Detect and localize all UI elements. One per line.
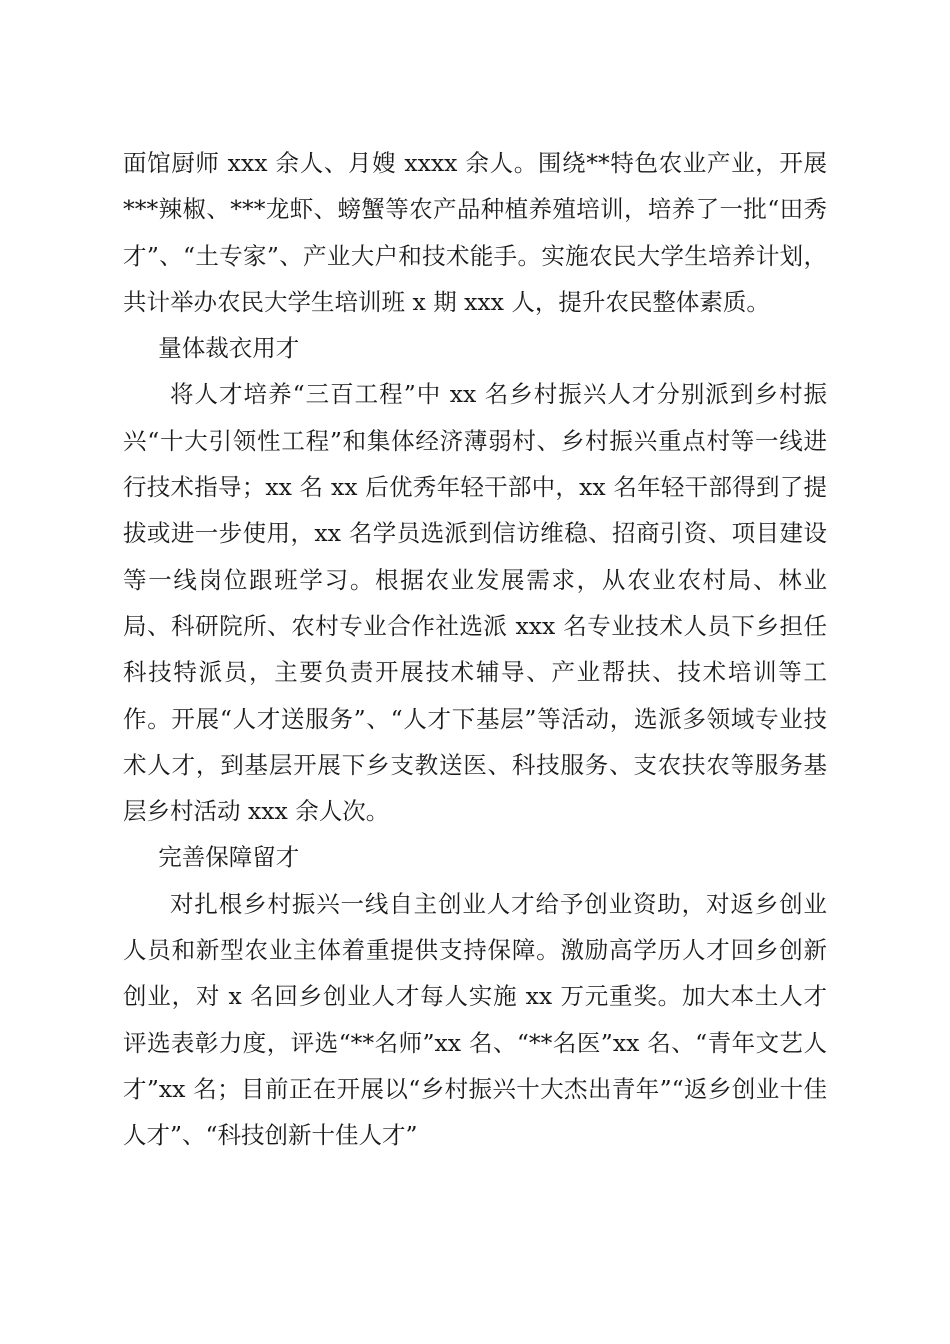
- paragraph-retain-talent: 对扎根乡村振兴一线自主创业人才给予创业资助，对返乡创业人员和新型农业主体着重提供支持保障。激励高学历人才回乡创新创业，对 x 名回乡创业人才每人实施 xx 万元重奖。加大本土人才评选表彰力度，评选“**名师”xx 名、“**名医”xx 名、“青年文艺人才”xx 名；目前正在开展以“乡村振兴十大杰出青年”“返乡创业十佳人才”、“科技创新十佳人才”: [123, 889, 827, 1150]
- paragraph-tailored-use: 将人才培养“三百工程”中 xx 名乡村振兴人才分别派到乡村振兴“十大引领性工程”和集体经济薄弱村、乡村振兴重点村等一线进行技术指导；xx 名 xx 后优秀年轻干部中，xx 名年轻干部得到了提拔或进一步使用，xx 名学员选派到信访维稳、招商引资、项目建设等一线岗位跟班学习。根据农业发展需求，从农业农村局、林业局、科研院所、农村专业合作社选派 xxx 名专业技术人员下乡担任科技特派员，主要负责开展技术辅导、产业帮扶、技术培训等工作。开展“人才送服务”、“人才下基层”等活动，选派多领域专业技术人才，到基层开展下乡支教送医、科技服务、支农扶农等服务基层乡村活动 xxx 余人次。: [123, 380, 827, 826]
- section-heading-retain-talent: 完善保障留才: [158, 843, 300, 872]
- document-body: [123, 140, 827, 1159]
- section-heading-tailored-use: 量体裁衣用才: [158, 334, 300, 363]
- paragraph-continuation: 面馆厨师 xxx 余人、月嫂 xxxx 余人。围绕**特色农业产业，开展***辣椒、***龙虾、螃蟹等农产品种植养殖培训，培养了一批“田秀才”、“土专家”、产业大户和技术能手。实施农民大学生培养计划，共计举办农民大学生培训班 x 期 xxx 人，提升农民整体素质。: [123, 149, 827, 316]
